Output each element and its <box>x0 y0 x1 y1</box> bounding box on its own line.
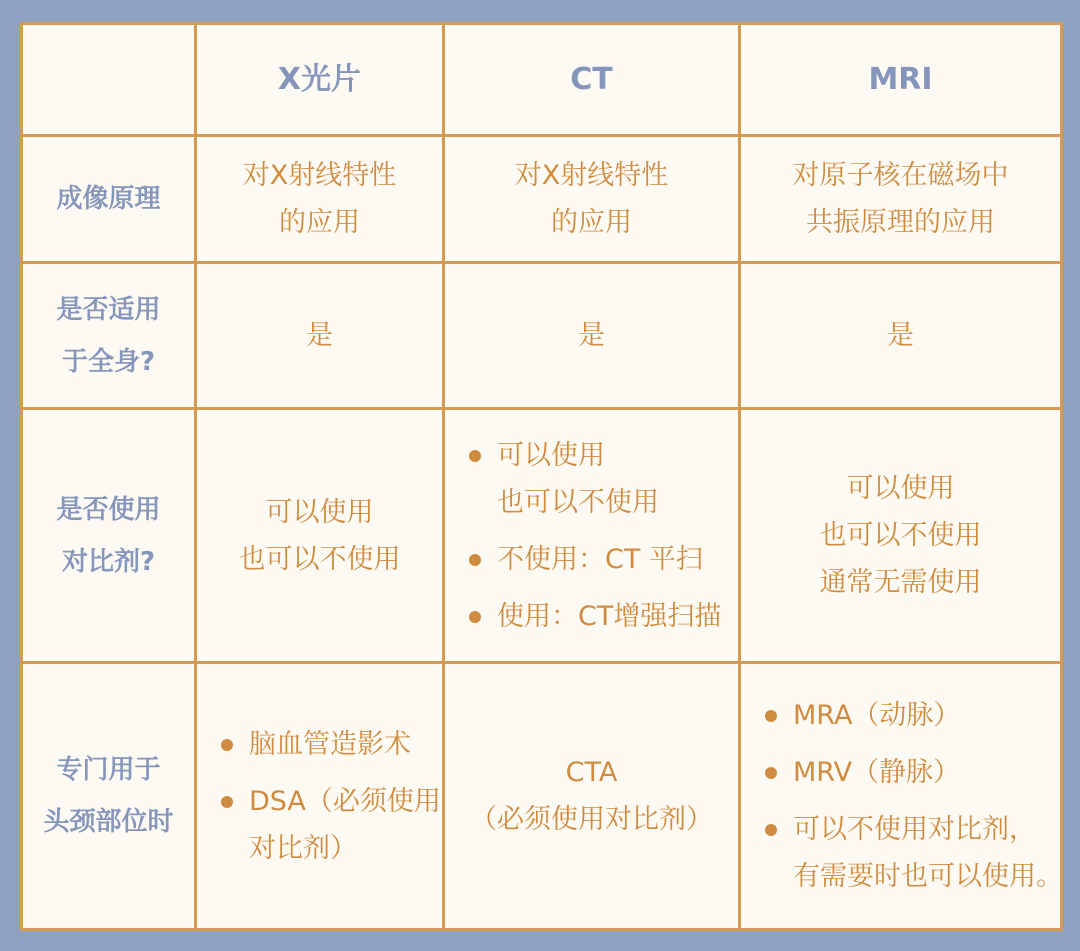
bullet-line: 脑血管造影术 <box>249 728 411 760</box>
list-item <box>763 749 1052 796</box>
list-item <box>763 692 1052 739</box>
cell-line: 对X射线特性 <box>514 160 669 191</box>
bullet-line: 对比剂） <box>249 832 357 864</box>
bullet-line: MRV（静脉） <box>793 757 961 788</box>
cell-mri-whole-body <box>740 263 1062 409</box>
bullet-list <box>749 692 1063 900</box>
cell-line: 是 <box>578 320 605 351</box>
table-row <box>22 663 1062 930</box>
cell-line: 是 <box>306 320 333 351</box>
cell-mri-head-neck <box>740 663 1062 930</box>
cell-line: 也可以不使用 <box>238 543 401 575</box>
list-item <box>219 778 441 872</box>
list-item <box>219 721 434 768</box>
bullet-line: DSA（必须使用 <box>249 785 441 817</box>
bullet-line: 也可以不使用 <box>497 486 659 518</box>
row-header-line: 对比剂? <box>61 546 156 577</box>
row-header-imaging-principle <box>22 136 196 263</box>
cell-line: 共振原理的应用 <box>806 207 995 238</box>
cell-mri-principle <box>740 136 1062 263</box>
row-header-line: 于全身? <box>61 346 156 377</box>
cell-ct-head-neck <box>444 663 740 930</box>
cell-line: 可以使用 <box>265 496 374 528</box>
cell-line: CTA <box>565 757 618 788</box>
list-item <box>467 593 730 640</box>
cell-ct-principle <box>444 136 740 263</box>
comparison-table <box>20 22 1063 931</box>
cell-xray-head-neck <box>196 663 444 930</box>
table-row <box>22 136 1062 263</box>
row-header-line: 是否适用 <box>56 294 161 325</box>
cell-line: 可以使用 <box>846 473 955 504</box>
cell-xray-contrast <box>196 409 444 663</box>
cell-line: 对X射线特性 <box>242 160 397 191</box>
cell-line: （必须使用对比剂） <box>470 804 713 835</box>
column-header-ct: CT <box>444 24 740 136</box>
cell-line: 的应用 <box>551 207 632 238</box>
corner-cell <box>22 24 196 136</box>
bullet-line: 不使用：CT 平扫 <box>497 543 703 575</box>
row-header-line: 专门用于 <box>56 755 161 785</box>
row-header-head-neck <box>22 663 196 930</box>
cell-line: 也可以不使用 <box>819 520 982 551</box>
bullet-line: 可以使用 <box>497 439 605 471</box>
bullet-line: MRA（动脉） <box>793 700 961 731</box>
bullet-list <box>205 721 441 872</box>
cell-ct-whole-body <box>444 263 740 409</box>
bullet-line: 使用：CT增强扫描 <box>497 600 722 632</box>
bullet-line: 有需要时也可以使用。 <box>793 861 1063 892</box>
cell-line: 对原子核在磁场中 <box>792 160 1009 191</box>
row-header-line: 是否使用 <box>56 494 161 525</box>
table-row <box>22 263 1062 409</box>
bullet-list <box>453 432 730 640</box>
table-row <box>22 409 1062 663</box>
cell-line: 的应用 <box>279 207 360 238</box>
list-item <box>763 806 1063 900</box>
cell-line: 是 <box>887 320 914 351</box>
row-header-whole-body <box>22 263 196 409</box>
cell-xray-principle <box>196 136 444 263</box>
cell-ct-contrast <box>444 409 740 663</box>
column-header-mri: MRI <box>740 24 1062 136</box>
list-item <box>467 536 730 583</box>
header-row <box>22 24 1062 136</box>
row-header-line: 成像原理 <box>56 184 161 214</box>
list-item <box>467 432 730 526</box>
column-header-xray: X光片 <box>196 24 444 136</box>
cell-xray-whole-body <box>196 263 444 409</box>
bullet-line: 可以不使用对比剂， <box>793 814 1036 845</box>
row-header-line: 头颈部位时 <box>43 807 174 837</box>
cell-line: 通常无需使用 <box>819 567 982 598</box>
cell-mri-contrast <box>740 409 1062 663</box>
row-header-contrast-agent <box>22 409 196 663</box>
